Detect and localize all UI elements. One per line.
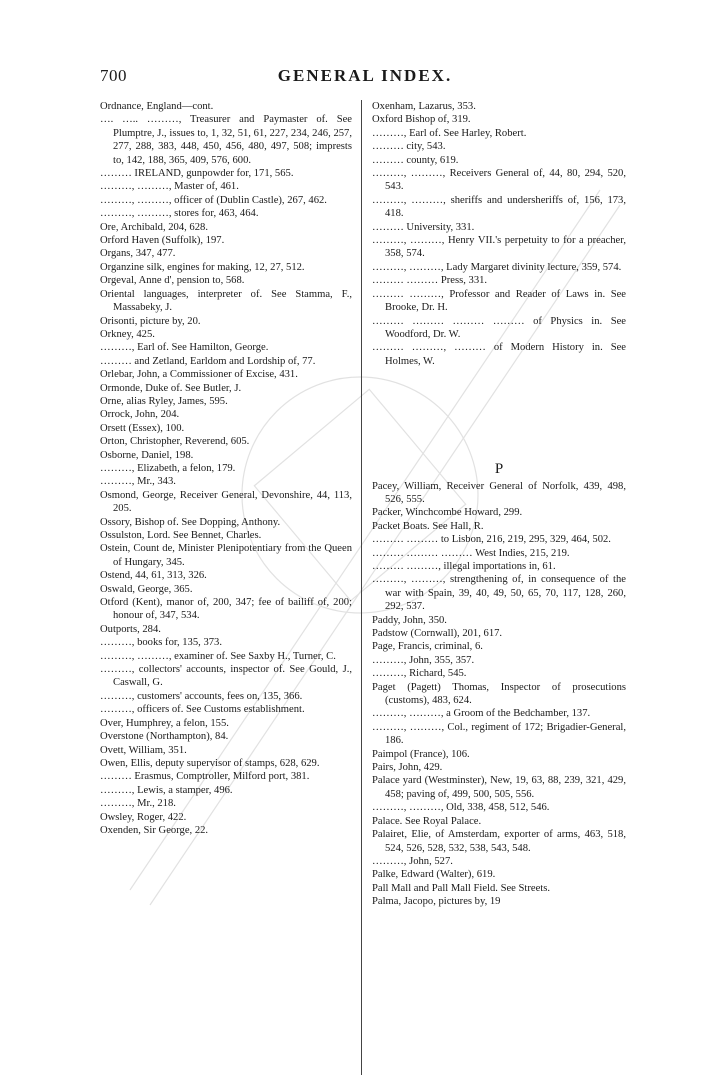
index-entry: Owen, Ellis, deputy supervisor of stamps, 628, 629. <box>100 757 320 769</box>
index-entry: ………, ………, Col., regiment of 172; Brigadier-General, 186. <box>372 721 626 747</box>
index-entry: Organs, 347, 477. <box>100 248 176 260</box>
index-entry: ……… ………, Professor and Reader of Laws in. See Brooke, Dr. H. <box>372 288 626 314</box>
index-entry: Orkney, 425. <box>100 328 155 340</box>
page-number: 700 <box>100 66 127 85</box>
index-entry: …. ….. ………, Treasurer and Paymaster of. See Plumptre, J., issues to, 1, 32, 51, 61, 227, 234, 246, 257, 277, 288, 383, 448, 450, 456, 480, 497, 508; imprests to, 142, 188, 365, 409, 576, 600. <box>100 114 352 166</box>
index-entry: Ore, Archibald, 204, 628. <box>100 221 208 233</box>
index-entry: ……… ………, illegal importations in, 61. <box>372 560 556 572</box>
index-entry: Palace. See Royal Palace. <box>372 815 482 827</box>
index-entry: Oriental languages, interpreter of. See Stamma, F., Massabeky, J. <box>100 288 352 314</box>
index-entry: Paimpol (France), 106. <box>372 748 470 760</box>
index-entry: ……… Erasmus, Comptroller, Milford port, 381. <box>100 771 310 783</box>
index-entry: Ossulston, Lord. See Bennet, Charles. <box>100 530 262 541</box>
column-divider <box>361 100 362 1075</box>
index-entry: Outports, 284. <box>100 623 161 635</box>
index-entry: Ostein, Count de, Minister Plenipotentiary from the Queen of Hungary, 345. <box>100 543 352 568</box>
index-entry: Palma, Jacopo, pictures by, 19 <box>372 896 501 908</box>
index-entry: ………, books for, 135, 373. <box>100 637 222 649</box>
index-entry: ……… ……… to Lisbon, 216, 219, 295, 329, 464, 502. <box>372 534 611 546</box>
index-entry: Osborne, Daniel, 198. <box>100 449 194 461</box>
index-entry: ………, ………, Old, 338, 458, 512, 546. <box>372 802 550 814</box>
index-entry: Pacey, William, Receiver General of Norfolk, 439, 498, 526, 555. <box>372 480 626 505</box>
index-entry: ………, Earl of. See Harley, Robert. <box>372 127 527 139</box>
index-entry: ………, collectors' accounts, inspector of. See Gould, J., Caswall, G. <box>100 664 352 689</box>
index-entry: Ovett, William, 351. <box>100 744 187 756</box>
index-entry: ………, ………, Master of, 461. <box>100 181 239 193</box>
index-entry: Page, Francis, criminal, 6. <box>372 641 483 653</box>
index-entry: ………, ………, Receivers General of, 44, 80, 294, 520, 543. <box>372 168 626 193</box>
index-entry: Owsley, Roger, 422. <box>100 811 187 823</box>
index-entry: Otford (Kent), manor of, 200, 347; fee of bailiff of, 200; honour of, 347, 534. <box>100 597 352 622</box>
index-entry: ……… city, 543. <box>372 141 446 153</box>
index-entry: Oxford Bishop of, 319. <box>372 114 471 126</box>
index-entry: Paddy, John, 350. <box>372 614 447 626</box>
index-right-column-o-entries <box>372 100 626 368</box>
index-entry: Osmond, George, Receiver General, Devonshire, 44, 113, 205. <box>100 489 352 515</box>
index-entry: Packer, Winchcombe Howard, 299. <box>372 507 523 519</box>
index-entry: Packet Boats. See Hall, R. <box>372 520 484 532</box>
index-entry: Ossory, Bishop of. See Dopping, Anthony. <box>100 516 281 528</box>
index-entry: ……… county, 619. <box>372 154 459 166</box>
index-entry: ……… IRELAND, gunpowder for, 171, 565. <box>100 168 294 180</box>
index-entry: ……… ……… ……… ……… of Physics in. See Woodford, Dr. W. <box>372 315 626 340</box>
index-entry: ………, John, 355, 357. <box>372 654 475 666</box>
section-letter-p: P <box>494 461 504 478</box>
index-entry: Ormonde, Duke of. See Butler, J. <box>100 382 242 394</box>
index-entry: ………, ………, officer of (Dublin Castle), 267, 462. <box>100 194 327 206</box>
index-entry: Orsett (Essex), 100. <box>100 422 185 434</box>
index-right-column-p-entries <box>372 480 626 909</box>
index-entry: ………, ………, examiner of. See Saxby H., Turner, C. <box>100 650 336 662</box>
index-entry: ………, ………, Henry VII.'s perpetuity to for a preacher, 358, 574. <box>372 235 626 260</box>
index-entry: ………, ………, a Groom of the Bedchamber, 137. <box>372 708 591 720</box>
index-entry: ………, Earl of. See Hamilton, George. <box>100 342 269 354</box>
index-entry: Palke, Edward (Walter), 619. <box>372 869 496 881</box>
index-entry: Orton, Christopher, Reverend, 605. <box>100 436 250 448</box>
index-entry: ………, ………, stores for, 463, 464. <box>100 208 259 220</box>
index-entry: ……… ………, ……… of Modern History in. See Holmes, W. <box>372 342 626 367</box>
index-right-column <box>372 100 626 909</box>
index-entry: ………, customers' accounts, fees on, 135, 366. <box>100 690 303 702</box>
index-entry: Orford Haven (Suffolk), 197. <box>100 235 225 247</box>
index-entry: ………, John, 527. <box>372 855 453 867</box>
index-entry: Palace yard (Westminster), New, 19, 63, 88, 239, 321, 429, 458; paving of, 499, 500, 505, 556. <box>372 775 626 800</box>
index-entry: ……… ……… ……… West Indies, 215, 219. <box>372 547 570 559</box>
index-entry: ………, officers of. See Customs establishment. <box>100 704 305 716</box>
page-header <box>100 66 630 90</box>
index-entry: Overstone (Northampton), 84. <box>100 731 229 743</box>
section-gap <box>372 368 626 463</box>
index-entry: Pairs, John, 429. <box>372 762 443 774</box>
index-entry: ………, ………, strengthening of, in consequence of the war with Spain, 39, 40, 49, 50, 65, 70, 117, 128, 260, 292, 537. <box>372 574 626 613</box>
index-entry: Pall Mall and Pall Mall Field. See Streets. <box>372 882 551 894</box>
index-entry: ………, Mr., 218. <box>100 798 176 810</box>
index-entry: Ostend, 44, 61, 313, 326. <box>100 570 207 582</box>
index-left-column <box>100 100 352 837</box>
index-entry: Orlebar, John, a Commissioner of Excise, 431. <box>100 369 298 381</box>
index-entry: ………, Elizabeth, a felon, 179. <box>100 462 236 474</box>
running-title: GENERAL INDEX. <box>277 66 453 85</box>
index-entry: ……… ……… Press, 331. <box>372 275 488 287</box>
index-entry: ………, ………, sheriffs and undersheriffs of, 156, 173, 418. <box>372 194 626 220</box>
index-entry: Over, Humphrey, a felon, 155. <box>100 717 229 729</box>
index-entry: Orne, alias Ryley, James, 595. <box>100 395 228 407</box>
index-entry: Paget (Pagett) Thomas, Inspector of prosecutions (customs), 483, 624. <box>372 681 626 707</box>
index-entry: ……… University, 331. <box>372 221 475 233</box>
index-entry: Organzine silk, engines for making, 12, 27, 512. <box>100 261 305 273</box>
index-entry: ………, Mr., 343. <box>100 476 176 488</box>
index-entry: Oxenden, Sir George, 22. <box>100 824 209 836</box>
index-entry: Orgeval, Anne d', pension to, 568. <box>100 275 245 287</box>
index-entry: Palairet, Elie, of Amsterdam, exporter of arms, 463, 518, 524, 526, 528, 532, 538, 543, 548. <box>372 829 626 854</box>
index-entry: Oswald, George, 365. <box>100 583 193 595</box>
index-entry: Orrock, John, 204. <box>100 409 180 421</box>
index-entry: ………, Richard, 545. <box>372 668 467 680</box>
index-entry: Ordnance, England—cont. <box>100 101 214 112</box>
index-entry: Oxenham, Lazarus, 353. <box>372 101 476 112</box>
index-entry: ………, ………, Lady Margaret divinity lecture, 359, 574. <box>372 261 622 273</box>
index-entry: ……… and Zetland, Earldom and Lordship of, 77. <box>100 355 316 367</box>
index-entry: Padstow (Cornwall), 201, 617. <box>372 628 503 639</box>
index-entry: ………, Lewis, a stamper, 496. <box>100 784 233 796</box>
index-entry: Orisonti, picture by, 20. <box>100 315 201 327</box>
